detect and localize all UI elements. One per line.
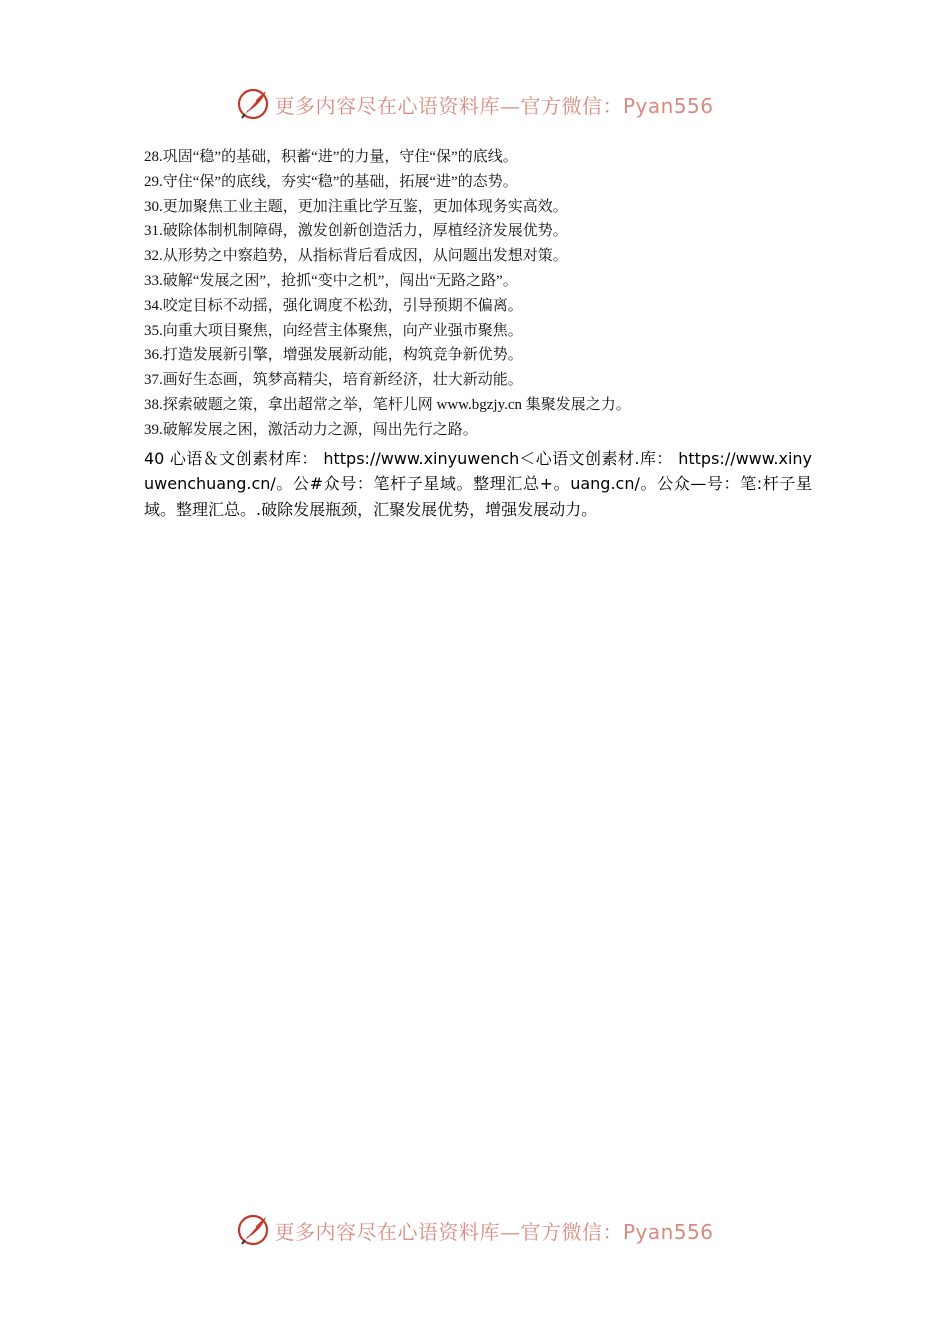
list-item: 30.更加聚焦工业主题，更加注重比学互鉴，更加体现务实高效。 xyxy=(144,198,568,215)
list-item: 31.破除体制机制障碍，激发创新创造活力，厚植经济发展优势。 xyxy=(144,223,568,240)
list-item: 32.从形势之中察趋势，从指标背后看成因，从问题出发想对策。 xyxy=(144,248,568,265)
header-banner-text: 更多内容尽在心语资料库—官方微信：Pyan556 xyxy=(274,93,714,118)
wechat-handle: Pyan556 xyxy=(622,93,714,118)
list-item-40-paragraph: 40 心语＆文创素材库： https://www.xinyuwench＜心语文创素材.库： https://www.xinyuwenchuang.cn/。公#众号：笔杆子星域。整理汇总+。uang.cn/。公众—号：笔:杆子星域。整理汇总。.破除发展瓶颈，汇聚发展优势，增强发展动力。 xyxy=(144,448,812,519)
list-item: 38.探索破题之策，拿出超常之举，笔杆儿网 www.bgzjy.cn 集聚发展之力。 xyxy=(144,396,631,413)
document-body xyxy=(144,145,814,522)
list-item: 39.破解发展之困，激活动力之源，闯出先行之路。 xyxy=(144,421,478,438)
footer-banner-text: 更多内容尽在心语资料库—官方微信：Pyan556 xyxy=(274,1219,714,1244)
wechat-handle: Pyan556 xyxy=(622,1219,714,1244)
footer-banner xyxy=(0,1208,950,1252)
list-item: 36.打造发展新引擎，增强发展新动能，构筑竞争新优势。 xyxy=(144,347,523,364)
feather-pen-logo-icon xyxy=(236,1213,270,1247)
list-item: 28.巩固“稳”的基础，积蓄“进”的力量，守住“保”的底线。 xyxy=(144,149,518,165)
list-item: 37.画好生态画，筑梦高精尖，培育新经济，壮大新动能。 xyxy=(144,372,523,389)
list-item: 34.咬定目标不动摇，强化调度不松劲，引导预期不偏离。 xyxy=(144,297,523,314)
header-banner xyxy=(0,82,950,126)
list-item: 29.守住“保”的底线，夯实“稳”的基础，拓展“进”的态势。 xyxy=(144,173,518,190)
feather-pen-logo-icon xyxy=(236,87,270,121)
list-item: 35.向重大项目聚焦，向经营主体聚焦，向产业强市聚焦。 xyxy=(144,322,523,339)
list-item: 33.破解“发展之困”，抢抓“变中之机”，闯出“无路之路”。 xyxy=(144,272,518,289)
